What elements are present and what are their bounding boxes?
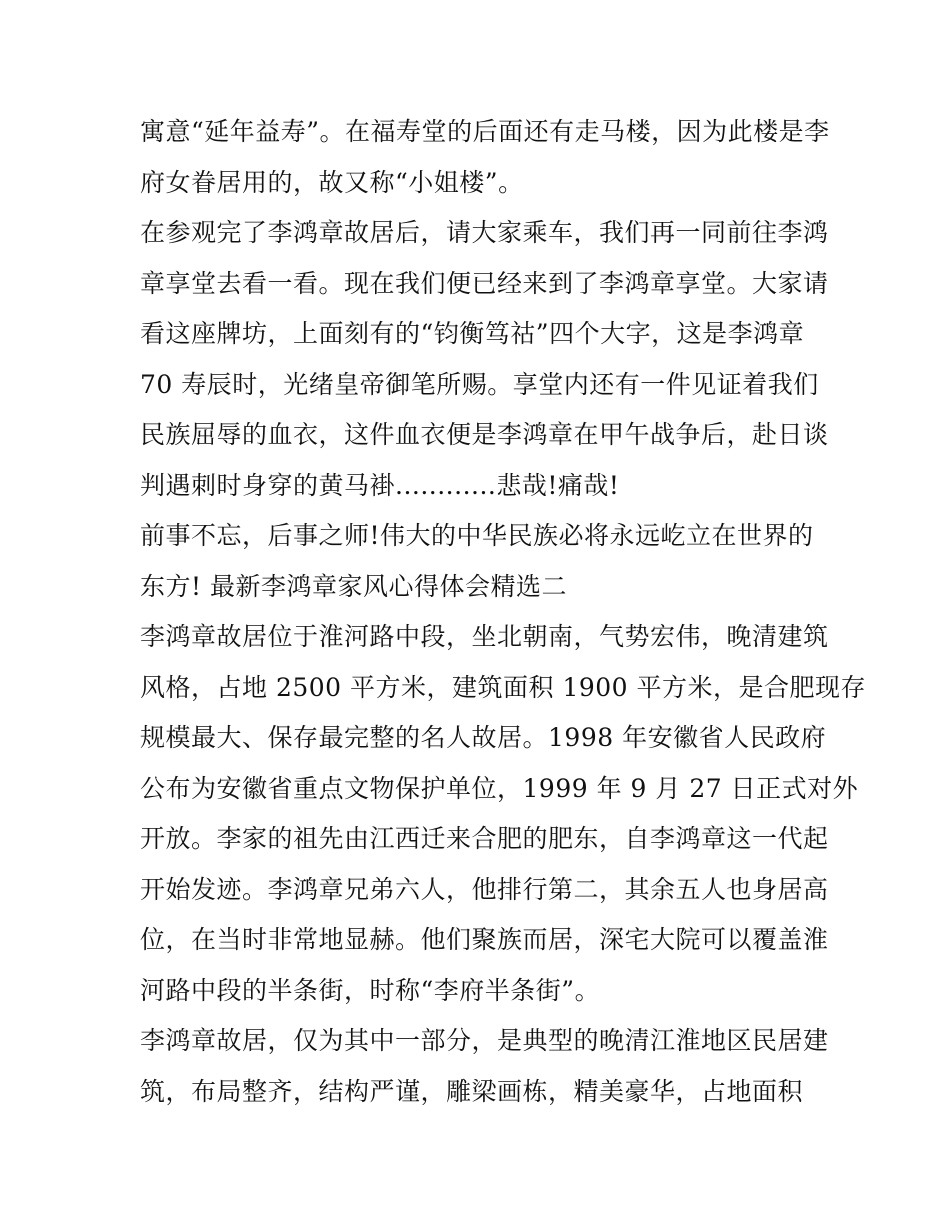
text-line: 寓意“延年益寿”。在福寿堂的后面还有走马楼，因为此楼是李: [140, 117, 830, 146]
text-line: 看这座牌坊，上面刻有的“钧衡笃祜”四个大字，这是李鸿章: [140, 319, 805, 348]
text-line: 李鸿章故居，仅为其中一部分，是典型的晚清江淮地区民居建: [140, 1026, 829, 1055]
text-line: 开始发迹。李鸿章兄弟六人，他排行第二，其余五人也身居高: [140, 874, 829, 904]
text-line: 东方! 最新李鸿章家风心得体会精选二: [140, 571, 567, 601]
text-line: 公布为安徽省重点文物保护单位，1999 年 9 月 27 日正式对外: [140, 773, 859, 803]
text-line: 章享堂去看一看。现在我们便已经来到了李鸿章享堂。大家请: [140, 268, 829, 298]
text-line: 位，在当时非常地显赫。他们聚族而居，深宅大院可以覆盖淮: [140, 925, 829, 954]
text-line: 在参观完了李鸿章故居后，请大家乘车，我们再一同前往李鸿: [140, 218, 829, 247]
text-line: 李鸿章故居位于淮河路中段，坐北朝南，气势宏伟，晚清建筑: [140, 622, 829, 651]
text-line: 规模最大、保存最完整的名人故居。1998 年安徽省人民政府: [140, 723, 827, 752]
text-line: 民族屈辱的血衣，这件血衣便是李鸿章在甲午战争后，赴日谈: [140, 420, 829, 449]
text-line: 开放。李家的祖先由江西迁来合肥的肥东，自李鸿章这一代起: [140, 824, 829, 853]
text-line: 河路中段的半条街，时称“李府半条街”。: [140, 975, 601, 1005]
text-line: 风格，占地 2500 平方米，建筑面积 1900 平方米，是合肥现存: [140, 672, 867, 702]
text-line: 筑，布局整齐，结构严谨，雕梁画栋，精美豪华，占地面积: [140, 1076, 804, 1106]
text-line: 判遇刺时身穿的黄马褂............悲哉!痛哉!: [140, 470, 620, 500]
text-line: 府女眷居用的，故又称“小姐楼”。: [140, 167, 524, 197]
text-line: 70 寿辰时，光绪皇帝御笔所赐。享堂内还有一件见证着我们: [140, 369, 819, 399]
document-body: [140, 107, 867, 1117]
text-line: 前事不忘，后事之师!伟大的中华民族必将永远屹立在世界的: [140, 521, 814, 550]
